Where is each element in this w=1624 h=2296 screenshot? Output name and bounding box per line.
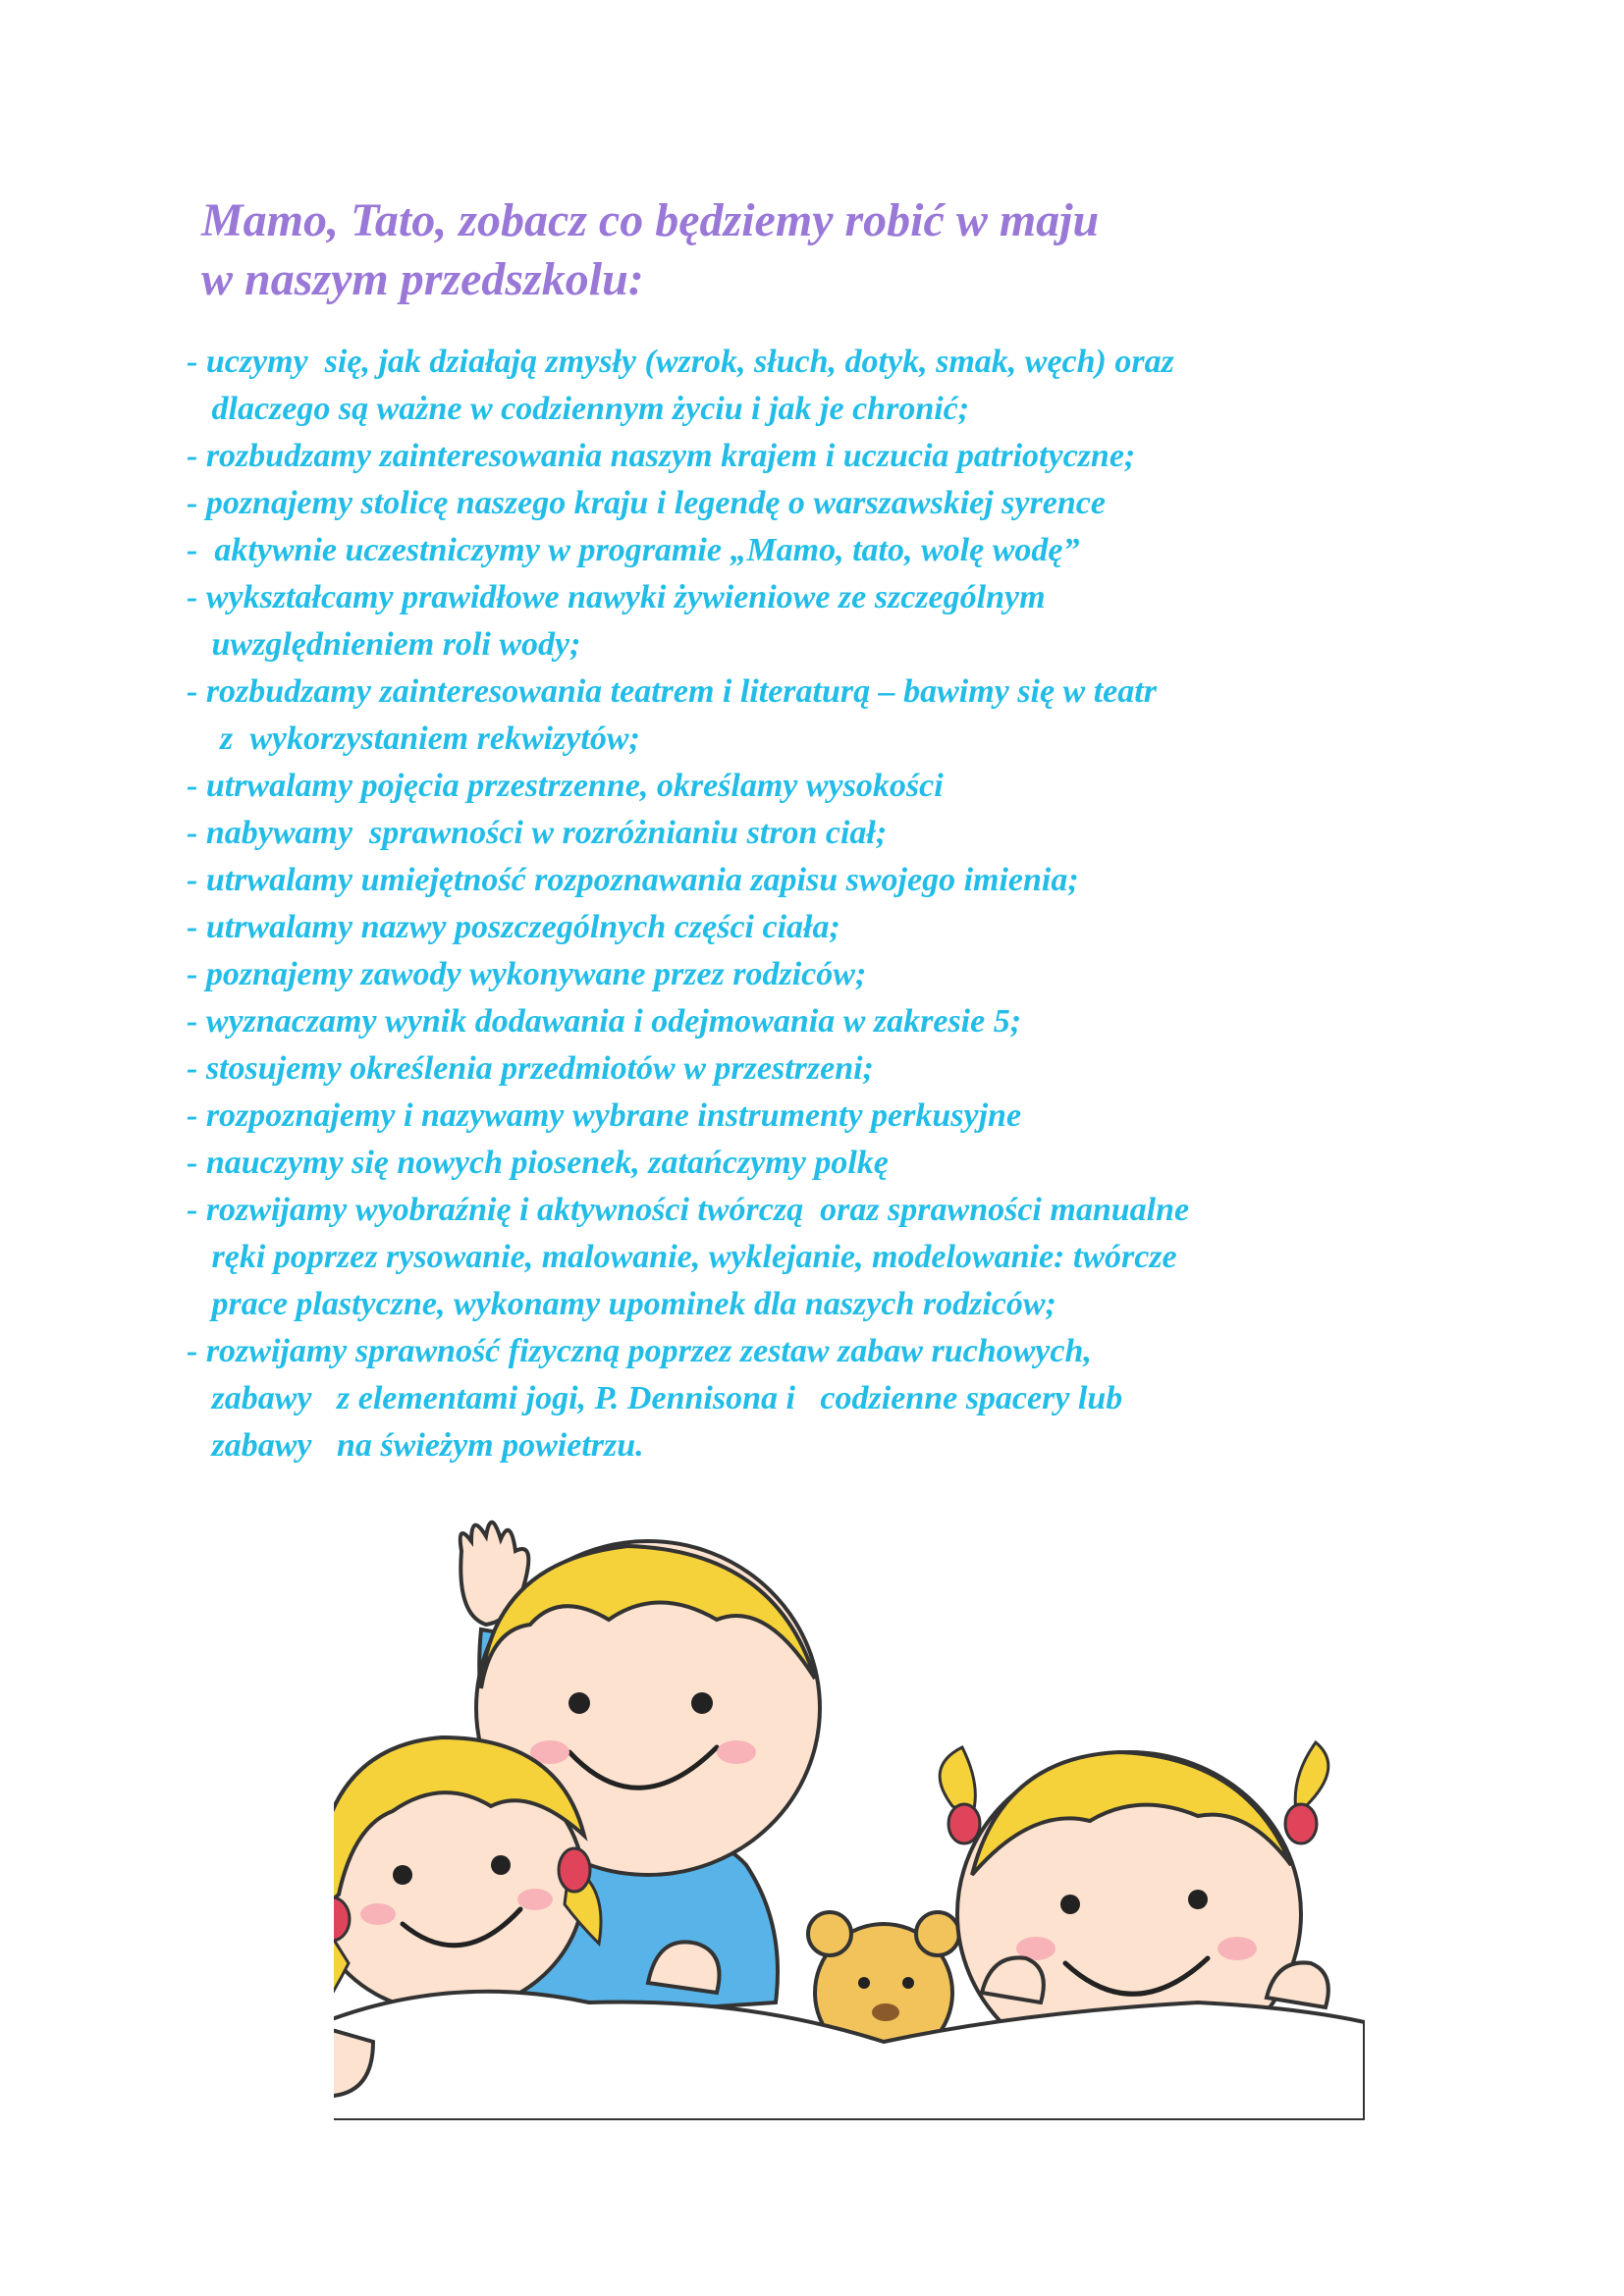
list-item: - utrwalamy pojęcia przestrzenne, określamy wysokości xyxy=(187,768,944,804)
list-item: - rozwijamy wyobraźnię i aktywności twórczą oraz sprawności manualne xyxy=(187,1192,1190,1228)
list-item: - wyznaczamy wynik dodawania i odejmowania w zakresie 5; xyxy=(187,1003,1022,1040)
list-item: ręki poprzez rysowanie, malowanie, wyklejanie, modelowanie: twórcze xyxy=(187,1239,1177,1275)
list-item: - uczymy się, jak działają zmysły (wzrok, słuch, dotyk, smak, węch) oraz xyxy=(187,344,1174,380)
activities-list xyxy=(187,339,1463,1469)
list-item: - poznajemy stolicę naszego kraju i legendę o warszawskiej syrence xyxy=(187,485,1106,521)
list-item: - wykształcamy prawidłowe nawyki żywieniowe ze szczególnym xyxy=(187,579,1046,615)
list-item: prace plastyczne, wykonamy upominek dla naszych rodziców; xyxy=(187,1286,1056,1322)
list-item: zabawy z elementami jogi, P. Dennisona i codzienne spacery lub xyxy=(187,1380,1123,1416)
page-title xyxy=(201,191,1099,309)
list-item: - nauczymy się nowych piosenek, zatańczymy polkę xyxy=(187,1145,889,1181)
title-line-2: w naszym przedszkolu: xyxy=(201,253,644,305)
list-item: - stosujemy określenia przedmiotów w przestrzeni; xyxy=(187,1050,874,1087)
list-item: - utrwalamy umiejętność rozpoznawania zapisu swojego imienia; xyxy=(187,862,1079,898)
list-item: - poznajemy zawody wykonywane przez rodziców; xyxy=(187,956,867,992)
list-item: dlaczego są ważne w codziennym życiu i jak je chronić; xyxy=(187,391,970,427)
list-item: uwzględnieniem roli wody; xyxy=(187,626,581,663)
list-item: - aktywnie uczestniczymy w programie „Mamo, tato, wolę wodę” xyxy=(187,532,1080,568)
list-item: - rozwijamy sprawność fizyczną poprzez zestaw zabaw ruchowych, xyxy=(187,1333,1092,1369)
list-item: - rozbudzamy zainteresowania teatrem i literaturą – bawimy się w teatr xyxy=(187,673,1157,710)
list-item: - utrwalamy nazwy poszczególnych części ciała; xyxy=(187,909,840,945)
list-item: z wykorzystaniem rekwizytów; xyxy=(187,721,640,757)
children-illustration xyxy=(334,1512,1365,2120)
list-item: - rozpoznajemy i nazywamy wybrane instrumenty perkusyjne xyxy=(187,1097,1022,1134)
list-item: - nabywamy sprawności w rozróżnianiu stron ciał; xyxy=(187,815,888,851)
title-line-1: Mamo, Tato, zobacz co będziemy robić w maju xyxy=(201,194,1100,246)
list-item: - rozbudzamy zainteresowania naszym krajem i uczucia patriotyczne; xyxy=(187,438,1136,474)
list-item: zabawy na świeżym powietrzu. xyxy=(187,1427,644,1464)
